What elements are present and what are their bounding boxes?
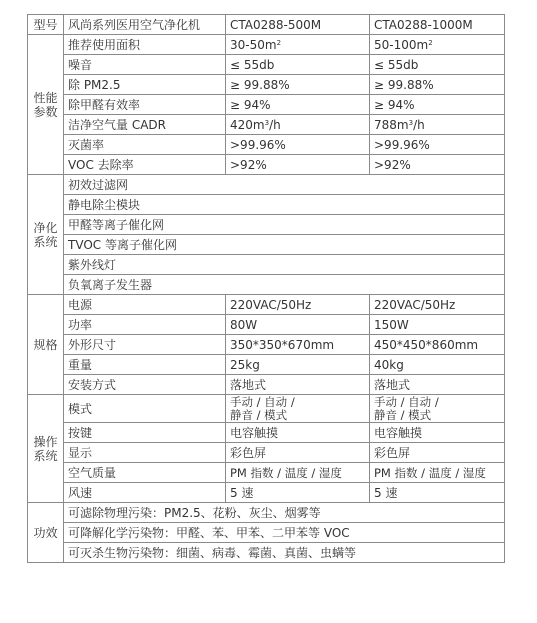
perf-value-b: >92% (370, 155, 505, 175)
purification-row (28, 275, 505, 295)
operation-label: 模式 (64, 395, 226, 423)
operation-value-a: 5 速 (226, 483, 370, 503)
perf-value-a: >92% (226, 155, 370, 175)
spec-label: 安装方式 (64, 375, 226, 395)
operation-value-b: PM 指数 / 温度 / 湿度 (370, 463, 505, 483)
purification-row (28, 195, 505, 215)
purification-item: TVOC 等离子催化网 (64, 235, 505, 255)
perf-label: 灭菌率 (64, 135, 226, 155)
perf-label: 噪音 (64, 55, 226, 75)
purification-item: 负氧离子发生器 (64, 275, 505, 295)
spec-value-b: 40kg (370, 355, 505, 375)
purification-group-label: 净化系统 (28, 175, 64, 295)
efficacy-row (28, 503, 505, 523)
operation-row (28, 395, 505, 423)
perf-row (28, 35, 505, 55)
spec-label: 功率 (64, 315, 226, 335)
spec-value-a: 80W (226, 315, 370, 335)
operation-value-b: 电容触摸 (370, 423, 505, 443)
spec-row (28, 295, 505, 315)
operation-row (28, 423, 505, 443)
perf-row (28, 75, 505, 95)
spec-value-a: 220VAC/50Hz (226, 295, 370, 315)
purification-item: 初效过滤网 (64, 175, 505, 195)
spec-row (28, 355, 505, 375)
perf-value-b: $50-100m^2$ (370, 35, 505, 55)
operation-label: 空气质量 (64, 463, 226, 483)
perf-value-b: ≥ 94% (370, 95, 505, 115)
spec-value-b: 150W (370, 315, 505, 335)
spec-value-b: 450*450*860mm (370, 335, 505, 355)
perf-value-a: ≤ 55db (226, 55, 370, 75)
operation-value-b: 5 速 (370, 483, 505, 503)
spec-row (28, 335, 505, 355)
operation-value-a: PM 指数 / 温度 / 湿度 (226, 463, 370, 483)
operation-value-b: 手动 / 自动 / 静音 / 模式 (370, 395, 505, 423)
perf-label: 洁净空气量 CADR (64, 115, 226, 135)
operation-row (28, 483, 505, 503)
efficacy-row (28, 543, 505, 563)
operation-label: 风速 (64, 483, 226, 503)
spec-label: 电源 (64, 295, 226, 315)
operation-label: 显示 (64, 443, 226, 463)
perf-label: 推荐使用面积 (64, 35, 226, 55)
perf-label: 除甲醛有效率 (64, 95, 226, 115)
purification-item: 紫外线灯 (64, 255, 505, 275)
purification-row (28, 235, 505, 255)
operation-value-a: 电容触摸 (226, 423, 370, 443)
spec-row (28, 315, 505, 335)
perf-row (28, 135, 505, 155)
specs-group-label: 规格 (28, 295, 64, 395)
purification-row (28, 175, 505, 195)
efficacy-item: 可降解化学污染物：甲醛、苯、甲苯、二甲苯等 VOC (64, 523, 505, 543)
model-row (28, 15, 505, 35)
efficacy-group-label: 功效 (28, 503, 64, 563)
perf-value-a: ≥ 94% (226, 95, 370, 115)
performance-group-label: 性能参数 (28, 35, 64, 175)
purification-item: 甲醛等离子催化网 (64, 215, 505, 235)
spec-table (27, 14, 505, 563)
model-a: CTA0288-500M (226, 15, 370, 35)
spec-label: 重量 (64, 355, 226, 375)
perf-value-b: >99.96% (370, 135, 505, 155)
perf-value-b: $788m^3/h$ (370, 115, 505, 135)
purification-row (28, 215, 505, 235)
spec-value-a: 350*350*670mm (226, 335, 370, 355)
spec-label: 外形尺寸 (64, 335, 226, 355)
efficacy-item: 可滤除物理污染：PM2.5、花粉、灰尘、烟雾等 (64, 503, 505, 523)
spec-row (28, 375, 505, 395)
product-name: 风尚系列医用空气净化机 (64, 15, 226, 35)
perf-label: VOC 去除率 (64, 155, 226, 175)
efficacy-item: 可灭杀生物污染物：细菌、病毒、霉菌、真菌、虫螨等 (64, 543, 505, 563)
perf-row (28, 95, 505, 115)
spec-value-b: 落地式 (370, 375, 505, 395)
operation-label: 按键 (64, 423, 226, 443)
efficacy-row (28, 523, 505, 543)
perf-row (28, 55, 505, 75)
perf-value-a: >99.96% (226, 135, 370, 155)
spec-value-b: 220VAC/50Hz (370, 295, 505, 315)
perf-value-b: ≥ 99.88% (370, 75, 505, 95)
model-b: CTA0288-1000M (370, 15, 505, 35)
model-group-label: 型号 (28, 15, 64, 35)
perf-row (28, 155, 505, 175)
perf-value-a: ≥ 99.88% (226, 75, 370, 95)
operation-value-b: 彩色屏 (370, 443, 505, 463)
perf-row (28, 115, 505, 135)
operation-group-label: 操作系统 (28, 395, 64, 503)
perf-value-b: ≤ 55db (370, 55, 505, 75)
operation-value-a: 彩色屏 (226, 443, 370, 463)
perf-value-a: $420m^3/h$ (226, 115, 370, 135)
operation-value-a: 手动 / 自动 / 静音 / 模式 (226, 395, 370, 423)
operation-row (28, 463, 505, 483)
spec-value-a: 落地式 (226, 375, 370, 395)
purification-item: 静电除尘模块 (64, 195, 505, 215)
operation-row (28, 443, 505, 463)
perf-label: 除 PM2.5 (64, 75, 226, 95)
spec-value-a: 25kg (226, 355, 370, 375)
purification-row (28, 255, 505, 275)
perf-value-a: $30-50m^2$ (226, 35, 370, 55)
